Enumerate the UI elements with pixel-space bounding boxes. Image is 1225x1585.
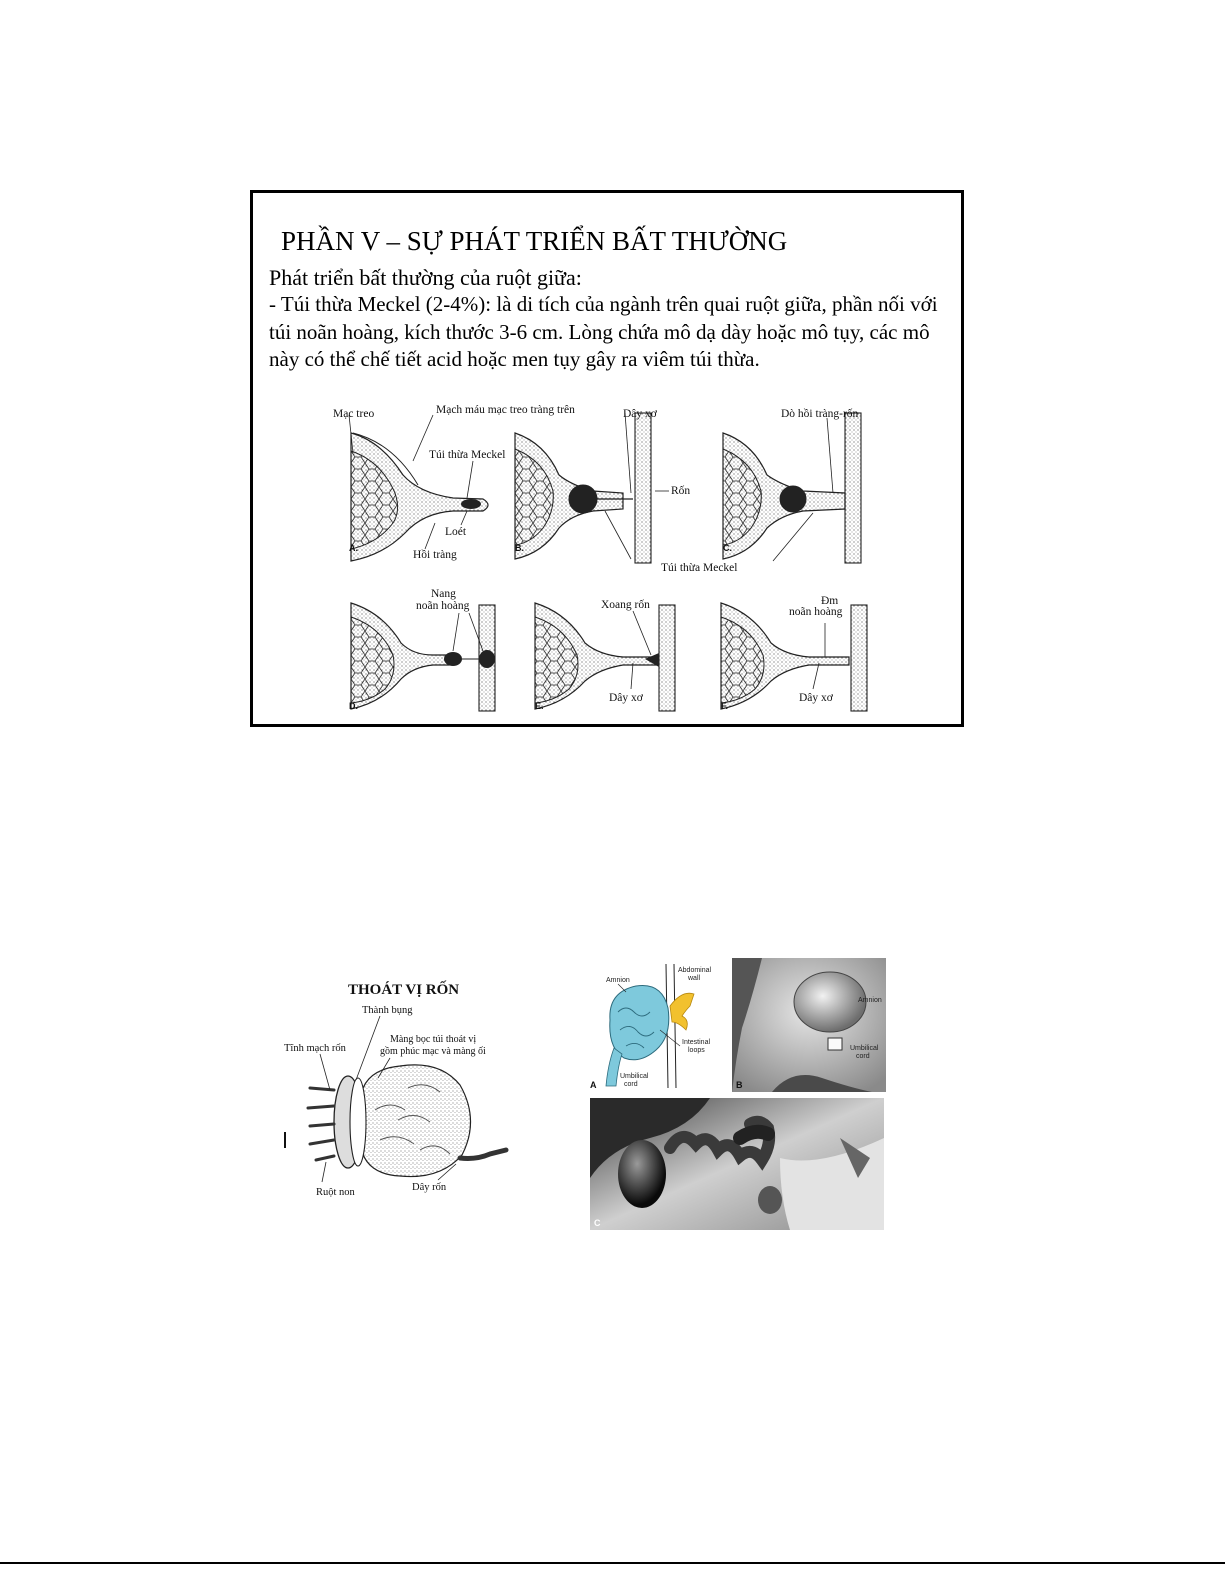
label-day-xo-f: Dây xơ bbox=[799, 692, 833, 704]
label-mang-boc-1: Màng bọc túi thoát vị bbox=[390, 1034, 477, 1045]
label-a-umbilical-2: cord bbox=[624, 1081, 638, 1088]
slide-title: PHẦN V – SỰ PHÁT TRIỂN BẤT THƯỜNG bbox=[281, 226, 788, 256]
label-hoi-trang: Hồi tràng bbox=[413, 549, 457, 561]
label-nang-2: noãn hoàng bbox=[416, 600, 470, 612]
slide-frame bbox=[250, 190, 964, 727]
panel-d bbox=[349, 603, 495, 711]
panel-letter-a: A. bbox=[349, 543, 358, 553]
panel-f bbox=[721, 603, 867, 711]
panel-letter-f: F. bbox=[721, 701, 729, 711]
hernia-title: THOÁT VỊ RỐN bbox=[348, 982, 460, 998]
panel-a-letter: A bbox=[590, 1080, 597, 1090]
panel-c bbox=[723, 413, 861, 563]
omphalocele-panel-c bbox=[590, 1098, 884, 1230]
label-nang-1: Nang bbox=[431, 588, 456, 600]
meckel-diagram bbox=[253, 193, 961, 724]
panel-e bbox=[535, 603, 675, 711]
label-day-ron: Dây rốn bbox=[412, 1182, 447, 1193]
label-a-abdominal-1: Abdominal bbox=[678, 967, 712, 974]
label-day-xo-e: Dây xơ bbox=[609, 692, 643, 704]
label-xoang-ron: Xoang rốn bbox=[601, 599, 650, 611]
label-tui-thua-bc: Túi thừa Meckel bbox=[661, 562, 738, 574]
slide-subtitle: Phát triển bất thường của ruột giữa: bbox=[269, 265, 582, 290]
label-a-intestinal-1: Intestinal bbox=[682, 1039, 711, 1046]
label-mac-treo: Mạc treo bbox=[333, 408, 375, 420]
label-do-hoi-trang: Dò hồi tràng-rốn bbox=[781, 408, 859, 420]
panel-letter-b: B. bbox=[515, 543, 524, 553]
panel-letter-c: C. bbox=[723, 543, 732, 553]
label-loet: Loét bbox=[445, 526, 467, 538]
label-b-amnion: Amnion bbox=[858, 997, 882, 1004]
label-a-amnion: Amnion bbox=[606, 977, 630, 984]
label-ruot-non: Ruột non bbox=[316, 1187, 355, 1198]
label-tui-thua-a: Túi thừa Meckel bbox=[429, 449, 506, 461]
panel-a bbox=[349, 415, 488, 561]
page-bottom-rule bbox=[0, 1562, 1225, 1564]
label-dm-2: noãn hoàng bbox=[789, 606, 843, 618]
label-b-umbilical-1: Umbilical bbox=[850, 1045, 879, 1052]
panel-b bbox=[515, 413, 651, 563]
panel-letter-d: D. bbox=[349, 701, 358, 711]
yellow-intestine bbox=[670, 993, 694, 1030]
label-thanh-bung: Thành bụng bbox=[362, 1005, 413, 1016]
label-mach-mau: Mạch máu mạc treo tràng trên bbox=[436, 404, 575, 416]
omphalocele-panel-a bbox=[590, 960, 730, 1090]
label-ron: Rốn bbox=[671, 485, 691, 497]
label-day-xo-b: Dây xơ bbox=[623, 408, 657, 420]
label-a-abdominal-2: wall bbox=[688, 975, 701, 982]
panel-c-letter: C bbox=[594, 1218, 601, 1228]
label-dm-1: Đm bbox=[821, 595, 839, 607]
omphalocele-panel-b bbox=[732, 958, 886, 1092]
panel-b-letter: B bbox=[736, 1080, 743, 1090]
label-a-intestinal-2: loops bbox=[688, 1047, 705, 1054]
slide-body-text: - Túi thừa Meckel (2-4%): là di tích của ngành trên quai ruột giữa, phần nối với túi noãn hoàng, kích thước 3-6 cm. Lòng chứa mô dạ dày hoặc mô tụy, các mô này có thể chế tiết acid hoặc men tụy gây ra viêm túi thừa. bbox=[269, 292, 938, 371]
amnion-sac bbox=[610, 985, 669, 1059]
label-tinh-mach: Tĩnh mạch rốn bbox=[284, 1043, 346, 1054]
label-mang-boc-2: gồm phúc mạc và màng ối bbox=[380, 1046, 486, 1057]
panel-letter-e: E. bbox=[535, 701, 544, 711]
hernia-diagram bbox=[280, 970, 530, 1220]
label-b-umbilical-2: cord bbox=[856, 1053, 870, 1060]
label-a-umbilical-1: Umbilical bbox=[620, 1073, 649, 1080]
